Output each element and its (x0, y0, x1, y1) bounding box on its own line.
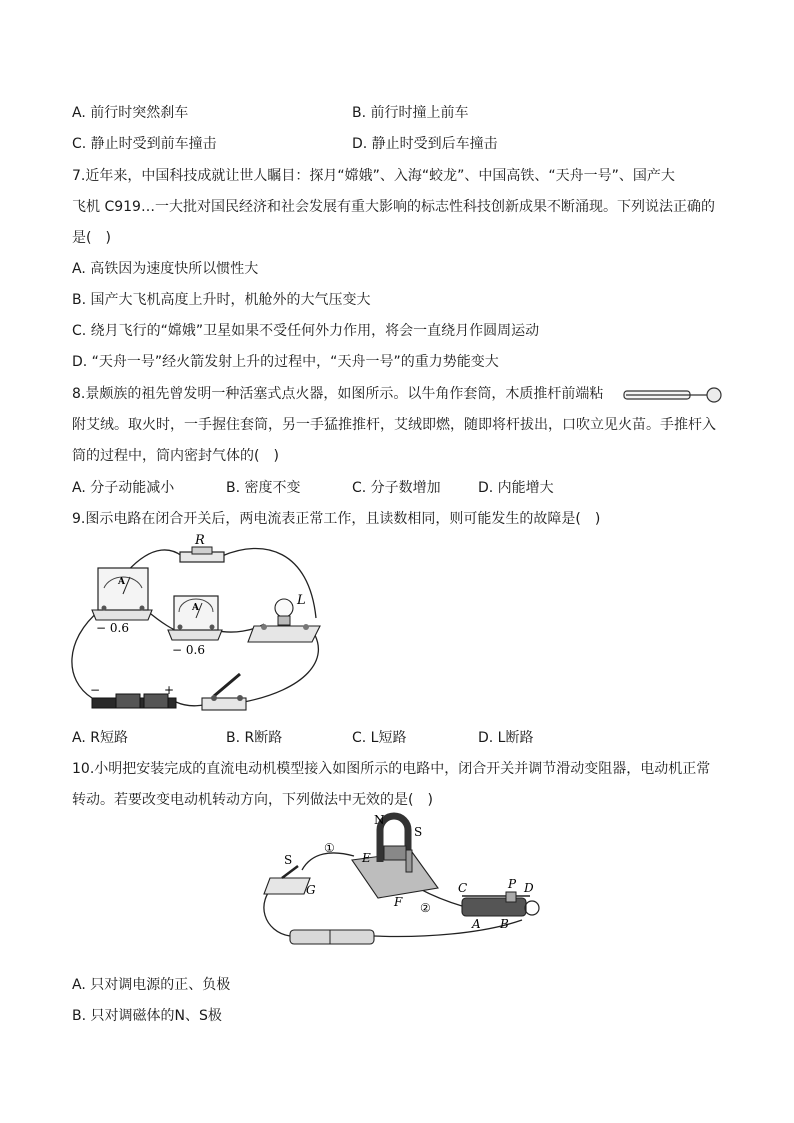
q7-stem-line-3: 是( ) (72, 230, 111, 246)
ammeter-1-terminals: − 0.6 (96, 621, 129, 635)
battery (90, 683, 176, 708)
q7-stem-line-1: 7.近年来，中国科技成就让世人瞩目：探月“嫦娥”、入海“蛟龙”、中国高铁、“天舟一号”、国产大 (72, 168, 675, 184)
ammeter-1 (92, 568, 152, 635)
resistor-label: R (195, 533, 205, 548)
wire1-label: ① (324, 841, 335, 855)
q9-stem: 9.图示电路在闭合开关后，两电流表正常工作，且读数相同，则可能发生的故障是( ) (72, 511, 601, 527)
magnet-n-label: N (374, 813, 385, 827)
q6-option-b: B. 前行时撞上前车 (352, 105, 469, 121)
wire (302, 853, 354, 870)
q10-stem-line-1: 10.小明把安装完成的直流电动机模型接入如图所示的电路中，闭合开关并调节滑动变阻器，电动机正常 (72, 761, 711, 777)
q9-option-a: A. R短路 (72, 730, 128, 746)
wire2-label: ② (420, 901, 431, 915)
fire-piston-figure (622, 383, 726, 407)
q10-motor-circuit-figure (262, 812, 546, 946)
e-label: E (362, 851, 371, 865)
f-label: F (394, 895, 403, 909)
p-label: P (508, 877, 517, 891)
q9-option-b: B. R断路 (226, 730, 283, 746)
q10-option-b: B. 只对调磁体的N、S极 (72, 1008, 222, 1024)
ammeter-1-symbol: A (118, 577, 125, 587)
q10-stem-line-2: 转动。若要改变电动机转动方向，下列做法中无效的是( ) (72, 792, 433, 808)
q8-option-c: C. 分子数增加 (352, 480, 441, 496)
ammeter-2 (168, 596, 222, 657)
q9-circuit-figure (64, 530, 334, 720)
c-label: C (458, 881, 468, 895)
q10-option-a: A. 只对调电源的正、负极 (72, 977, 231, 993)
q7-option-a: A. 高铁因为速度快所以惯性大 (72, 261, 259, 277)
battery-positive-label: + (164, 683, 175, 697)
q8-option-d: D. 内能增大 (478, 480, 554, 496)
motor-model (352, 813, 438, 909)
q8-stem-line-2: 附艾绒。取火时，一手握住套筒，另一手猛推推杆，艾绒即燃，随即将杆拔出，口吹立见火苗。手推杆入 (72, 417, 716, 433)
a-label: A (472, 917, 481, 931)
sliding-rheostat (458, 877, 539, 931)
knife-switch (264, 853, 316, 897)
lamp-label: L (297, 593, 306, 608)
ammeter-2-symbol: A (192, 603, 199, 613)
g-label: G (306, 883, 316, 897)
b-label: B (500, 917, 509, 931)
q7-stem-line-2: 飞机 C919…一大批对国民经济和社会发展有重大影响的标志性科技创新成果不断涌现。下列说法正确的 (72, 199, 715, 215)
magnet-s-label: S (414, 825, 423, 839)
battery-negative-label: − (90, 683, 101, 697)
resistor-r (180, 533, 224, 562)
q8-stem-line-3: 筒的过程中，筒内密封气体的( ) (72, 448, 279, 464)
q6-option-d: D. 静止时受到后车撞击 (352, 136, 498, 152)
ammeter-2-terminals: − 0.6 (172, 643, 205, 657)
q8-stem-line-1: 8.景颇族的祖先曾发明一种活塞式点火器，如图所示。以牛角作套筒，木质推杆前端粘 (72, 386, 604, 402)
q7-option-c: C. 绕月飞行的“嫦娥”卫星如果不受任何外力作用，将会一直绕月作圆周运动 (72, 323, 540, 339)
q9-option-d: D. L断路 (478, 730, 534, 746)
d-label: D (524, 881, 534, 895)
q7-option-d: D. “天舟一号”经火箭发射上升的过程中，“天舟一号”的重力势能变大 (72, 354, 499, 370)
q6-option-c: C. 静止时受到前车撞击 (72, 136, 217, 152)
battery-pack (290, 930, 374, 944)
switch-label: S (284, 853, 293, 867)
q8-option-b: B. 密度不变 (226, 480, 301, 496)
q7-option-b: B. 国产大飞机高度上升时，机舱外的大气压变大 (72, 292, 371, 308)
q6-option-a: A. 前行时突然刹车 (72, 105, 189, 121)
switch (202, 674, 246, 710)
lamp-l (248, 593, 320, 642)
q8-option-a: A. 分子动能减小 (72, 480, 175, 496)
q9-option-c: C. L短路 (352, 730, 407, 746)
